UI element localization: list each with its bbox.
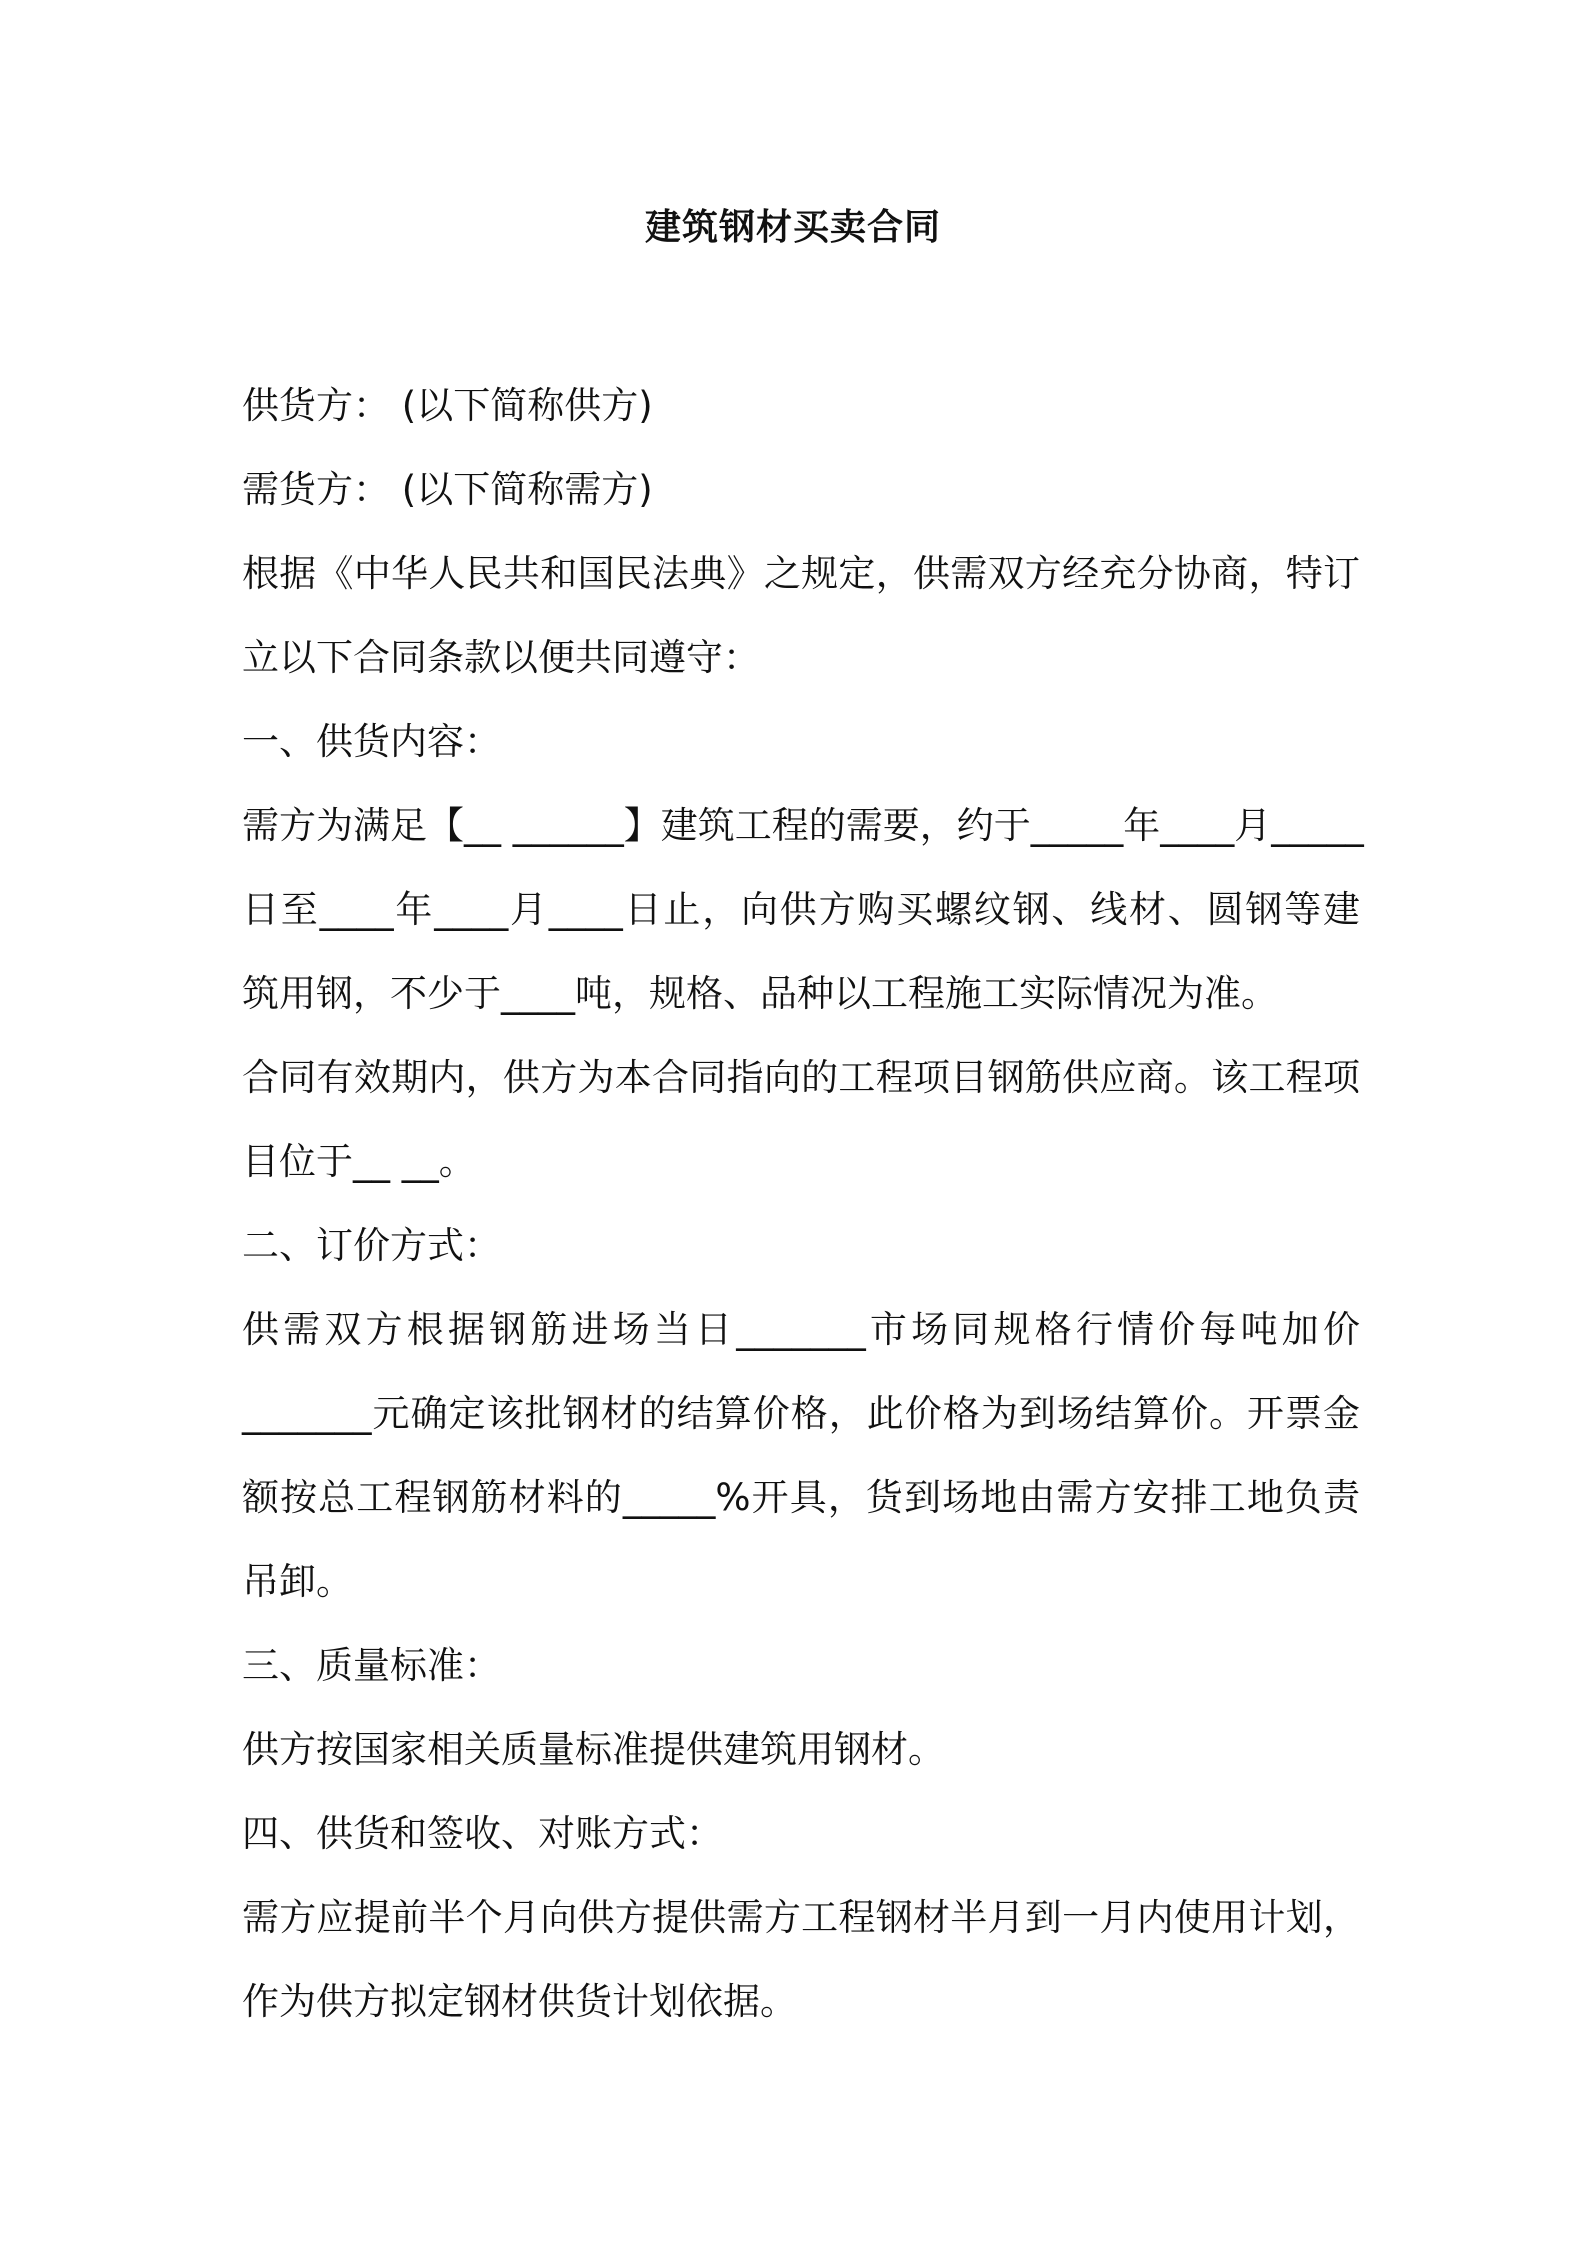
section-1-line-1: 需方为满足【__ ______】建筑工程的需要，约于_____年____月_____	[242, 804, 1364, 847]
document-title: 建筑钢材买卖合同	[644, 207, 941, 248]
document-body	[242, 364, 1364, 2044]
supplier-line: 供货方： (以下简称供方)	[242, 384, 653, 427]
section-2-heading: 二、订价方式：	[242, 1224, 501, 1267]
section-1-line-4: 合同有效期内，供方为本合同指向的工程项目钢筋供应商。该工程项	[242, 1056, 1360, 1099]
section-1-line-3: 筑用钢，不少于____吨，规格、品种以工程施工实际情况为准。	[242, 972, 1278, 1015]
section-2-line-4: 吊卸。	[242, 1560, 353, 1603]
section-1-heading: 一、供货内容：	[242, 720, 501, 763]
section-4-line-2: 作为供方拟定钢材供货计划依据。	[242, 1980, 797, 2023]
section-2-line-3: 额按总工程钢筋材料的_____%开具，货到场地由需方安排工地负责	[242, 1476, 1360, 1519]
preamble-line-2: 立以下合同条款以便共同遵守：	[242, 636, 760, 679]
section-4-line-1: 需方应提前半个月向供方提供需方工程钢材半月到一月内使用计划，	[242, 1896, 1360, 1939]
section-4-heading: 四、供货和签收、对账方式：	[242, 1812, 723, 1855]
section-1-line-2: 日至____年____月____日止，向供方购买螺纹钢、线材、圆钢等建	[242, 888, 1360, 931]
section-2-line-1: 供需双方根据钢筋进场当日_______市场同规格行情价每吨加价	[242, 1308, 1360, 1351]
section-3-line-1: 供方按国家相关质量标准提供建筑用钢材。	[242, 1728, 945, 1771]
section-1-line-5: 目位于__ __。	[242, 1140, 476, 1183]
buyer-line: 需货方： (以下简称需方)	[242, 468, 653, 511]
preamble-line-1: 根据《中华人民共和国民法典》之规定，供需双方经充分协商，特订	[242, 552, 1360, 595]
section-2-line-2: _______元确定该批钢材的结算价格，此价格为到场结算价。开票金	[242, 1392, 1360, 1435]
section-3-heading: 三、质量标准：	[242, 1644, 501, 1687]
